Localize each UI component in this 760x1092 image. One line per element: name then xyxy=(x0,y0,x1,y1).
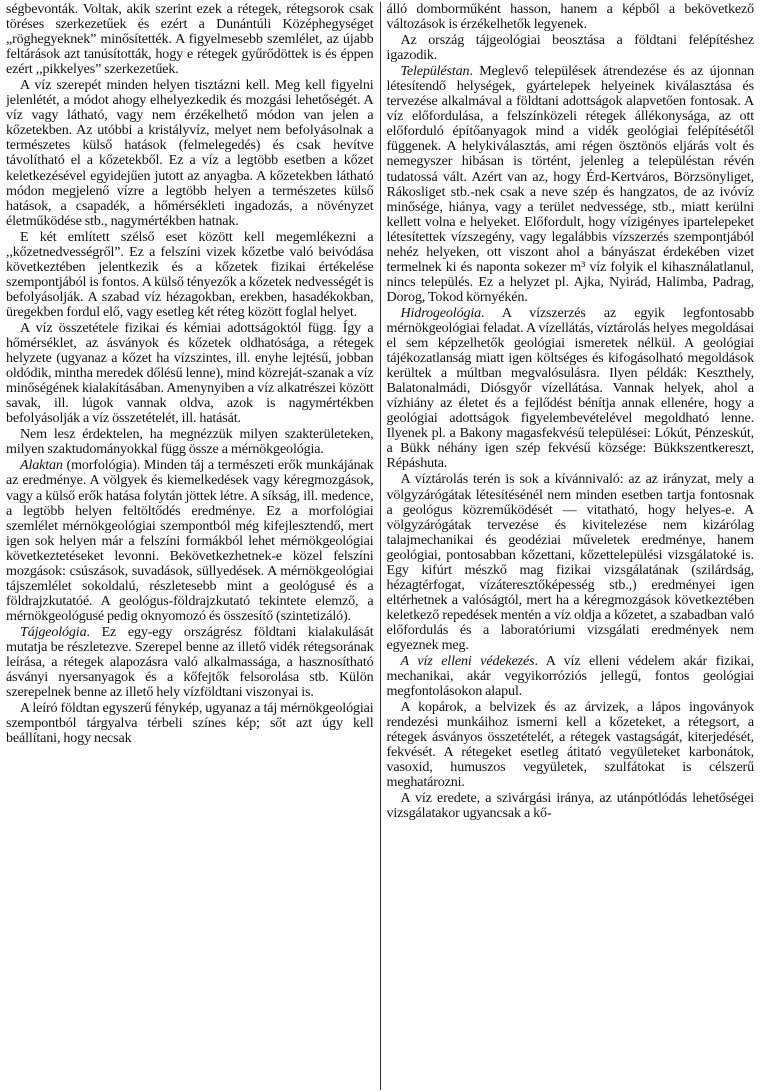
paragraph-text: Az ország tájgeológiai beosztása a földtani felépítéshez igazodik. xyxy=(386,32,754,64)
paragraph-text: A leíró földtan egyszerű fénykép, ugyanaz a táj mérnökgeológiai szempontból tárgyalva térbeli színes kép; sőt azt úgy kell beállítani, hogy necsak xyxy=(6,700,374,747)
paragraph xyxy=(387,700,755,790)
paragraph xyxy=(387,306,755,472)
paragraph xyxy=(6,458,374,624)
paragraph-text: A kopárok, a belvizek és az árvizek, a lápos ingoványok rendezési munkáihoz ismerni kell a kőzeteket, a rétegsort, a rétegek ásványos összetételét, a rétegek vastagságát, kiterjedését, fekvését. A rétegeket esetleg átitató vegyületeket karbonátok, vasoxid, humuszos vegyületek, szulfátokat is célszerű meghatározni. xyxy=(386,699,754,791)
paragraph-text: A víztárolás terén is sok a kívánnivaló: az az irányzat, mely a völgyzárógátak létesítésénél nem minden esetben tartja fontosnak a geológus közreműködését — vitatható, hogy helyes-e. A völgyzárógátak tervezése és kivitelezése nem kizárólag talajmechanikai és geodéziai műveletek eredménye, hanem geológiai, pontosabban kőzettani, kőzettelepülési vizsgálatoké is. Egy kifúrt mészkő mag fizikai vizsgálatának (szilárdság, hézagtérfogat, vízáteresztőképesség stb.,) eredményei igen eltérhetnek a valóságtól, mert ha a kéregmozgások következtében keletkező repedések mentén a víz oldja a kőzetet, a szabadban való előfordulás és a laboratóriumi vizsgálati eredmények nem egyeznek meg. xyxy=(386,471,754,653)
paragraph xyxy=(387,654,755,699)
section-heading: Tájgeológia xyxy=(20,623,87,640)
paragraph-text: . A vízszerzés az egyik legfontosabb mérnökgeológiai feladat. A vízellátás, víztárolás helyes megoldásai el sem képzelhetők geológiai ismeretek nélkül. A geológiai tájékozatlanság miatt igen költséges és kifogásolható megoldások kerültek a múltban megvalósulásra. Ilyen példák: Keszthely, Balatonalmádi, Diósgyőr vízellátása. Vannak helyek, ahol a vízhiány az életet és a fejlődést bénítja annak ellenére, hogy a geológiai adottságok figyelembevételével megoldható lenne. Ilyenek pl. a Bakony magasfekvésű települései: Lókút, Pénzeskút, a Bükk néhány igen szép fekvésű községe: Bükkszentkereszt, Répáshuta. xyxy=(386,304,754,472)
section-heading: Hidrogeológia xyxy=(400,304,482,321)
right-column xyxy=(381,2,755,1090)
paragraph-text: (morfológia). Minden táj a természeti erők munkájának az eredménye. A völgyek és kiemelkedések vagy kéregmozgások, vagy a külső erők hatása folytán jöttek létre. A síkság, ill. medence, a legtöbb helyen feltöltődés eredménye. Ez a morfológiai szemlélet mérnökgeológiai szempontból még kifejlesztendő, mert igen sok helyen már a felszíni formákból lehet mérnökgeológiai következtetéseket levonni. Bekövetkezhetnek-e közel felszíni mozgások: csúszások, suvadások, süllyedések. A mérnökgeológiai tájszemlélet sokoldalú, részletesebb mint a geológusé és a földrajzkutatóé. A geológus-földrajzkutató tekintete elemző, a mérnökgeológusé pedig oknyomozó és összesítő (szintetizáló). xyxy=(6,457,374,624)
paragraph xyxy=(387,33,755,63)
paragraph xyxy=(6,2,374,77)
paragraph-text: A víz összetétele fizikai és kémiai adottságoktól függ. Így a hőmérséklet, az ásványok és kőzetek oldhatósága, a rétegek helyzete (ugyanaz a kőzet ha vízszintes, ill. enyhe lejtésű, jobban oldódik, mintha meredek dőlésű lenne), mind közreját-szanak a víz minőségének kialakításában. Amenynyiben a víz alkatrészei között savak, ill. lúgok vannak oldva, azok is nagymértékben befolyásolják a víz összetételét, ill. hatását. xyxy=(6,319,374,427)
paragraph xyxy=(6,625,374,700)
paragraph xyxy=(6,701,374,746)
paragraph xyxy=(387,791,755,821)
paragraph xyxy=(6,230,374,320)
left-column xyxy=(6,2,380,1090)
paragraph-text: Nem lesz érdektelen, ha megnézzük milyen szakterületeken, milyen szaktudományokkal függ össze a mérnökgeológia. xyxy=(6,426,374,458)
section-heading: Településtan xyxy=(400,63,470,80)
paragraph xyxy=(387,64,755,305)
paragraph xyxy=(6,427,374,457)
paragraph-text: álló domborműként hasson, hanem a képből a bekövetkező változások is érzékelhetők legyenek. xyxy=(386,2,754,33)
paragraph xyxy=(6,78,374,228)
paragraph-text: A víz szerepét minden helyen tisztázni kell. Meg kell figyelni jelenlétét, a módot ahogy elhelyezkedik és mozgási lehetőségét. A víz vagy látható, vagy nem érzékelhető módon van jelen a kőzetekben. Az utóbbi a kristályvíz, melyet nem befolyásolnak a természetes külső hatások (felmelegedés) és csak hevítve távolítható el a kőzetekből. Ez a víz a legtöbb esetben a kőzet keletkezésével egyidejűen jutott az anyagba. A kőzetekben látható módon megjelenő vízre a legtöbb helyen a természetes külső hatások, a csapadék, a hőmérsékleti ingadozás, a növényzet életműködése stb., nagymértékben hatnak. xyxy=(6,77,374,229)
paragraph-text: . Meglevő települések átrendezése és az újonnan létesítendő helységek, gyártelepek helyeinek kiválasztása és tervezése alkalmával a földtani adottságok alapvetően fontosak. A víz előfordulása, a felszínközeli rétegek állékonysága, az ott előforduló építőanyagok mind a vidék geológiai felépítésétől függenek. A helykiválasztás, ami régen ösztönös eljárás volt és nemegyszer hibásan is történt, jelenleg a településtan révén tudatossá vált. Azért van az, hogy Érd-Kertváros, Börzsönyliget, Rákosliget stb.-nek csak a neve szép és hangzatos, de az ivóvíz minősége, hiánya, vagy a terület nedvessége, stb., miatt kerülni kellett volna e helyeket. Előfordult, hogy vízigényes ipartelepeket létesítettek vízszegény, vagy legalábbis vízszerzés szempontjából nehéz helyeken, ott viszont ahol a bányászat érdekében vizet termelnek ki és naponta sokezer m³ víz folyik el kihasználatlanul, nincs település. Ez a helyzet pl. Ajka, Nyirád, Halimba, Padrag, Dorog, Tokod környékén. xyxy=(386,63,754,305)
paragraph xyxy=(387,2,755,32)
paragraph-text: . A víz elleni védelem akár fizikai, mechanikai, akár vegyikorróziós jellegű, fontos geológiai megfontolásokon alapul. xyxy=(386,653,754,700)
section-heading: Alaktan xyxy=(20,457,63,474)
paragraph-text: A víz eredete, a szivárgási iránya, az utánpótlódás lehetőségei vizsgálatakor ugyancsak a kő- xyxy=(386,790,754,822)
paragraph-text: E két említett szélső eset között kell megemlékezni a ,,kőzetnedvességről”. Ez a felszíni vizek kőzetbe való beivódása következtében jelentkezik és a kőzetek fizikai értékelése szempontjából is fontos. A külső tényezők a kőzetek nedvességét is befolyásolják. A szabad víz hézagokban, erekben, hasadékokban, üregekben fordul elő, vagy esetleg két réteg között foglal helyet. xyxy=(6,228,374,320)
section-heading: A víz elleni védekezés xyxy=(400,653,535,670)
paragraph-text: ségbevonták. Voltak, akik szerint ezek a rétegek, rétegsorok csak töréses szerkezetűek és ezért a Dunántúli Középhegységet „röghegyeknek” minősítették. A figyelmesebb szemlélet, az újabb feltárások azt tanúsították, hogy e rétegek gyűrődöttek is és éppen ezért ,,pikkelyes” szerkezetűek. xyxy=(6,2,374,78)
paragraph xyxy=(6,321,374,426)
paragraph-text: . Ez egy-egy országrész földtani kialakulását mutatja be részletezve. Szerepel benne az illető vidék rétegsorának leírása, a rétegek alapozásra való alkalmassága, a hasznosítható ásványi nyersanyagok és a kőfejtők felsorolása stb. Külön szerepelnek benne az illető hely vízföldtani viszonyai is. xyxy=(6,623,374,701)
paragraph xyxy=(387,472,755,653)
